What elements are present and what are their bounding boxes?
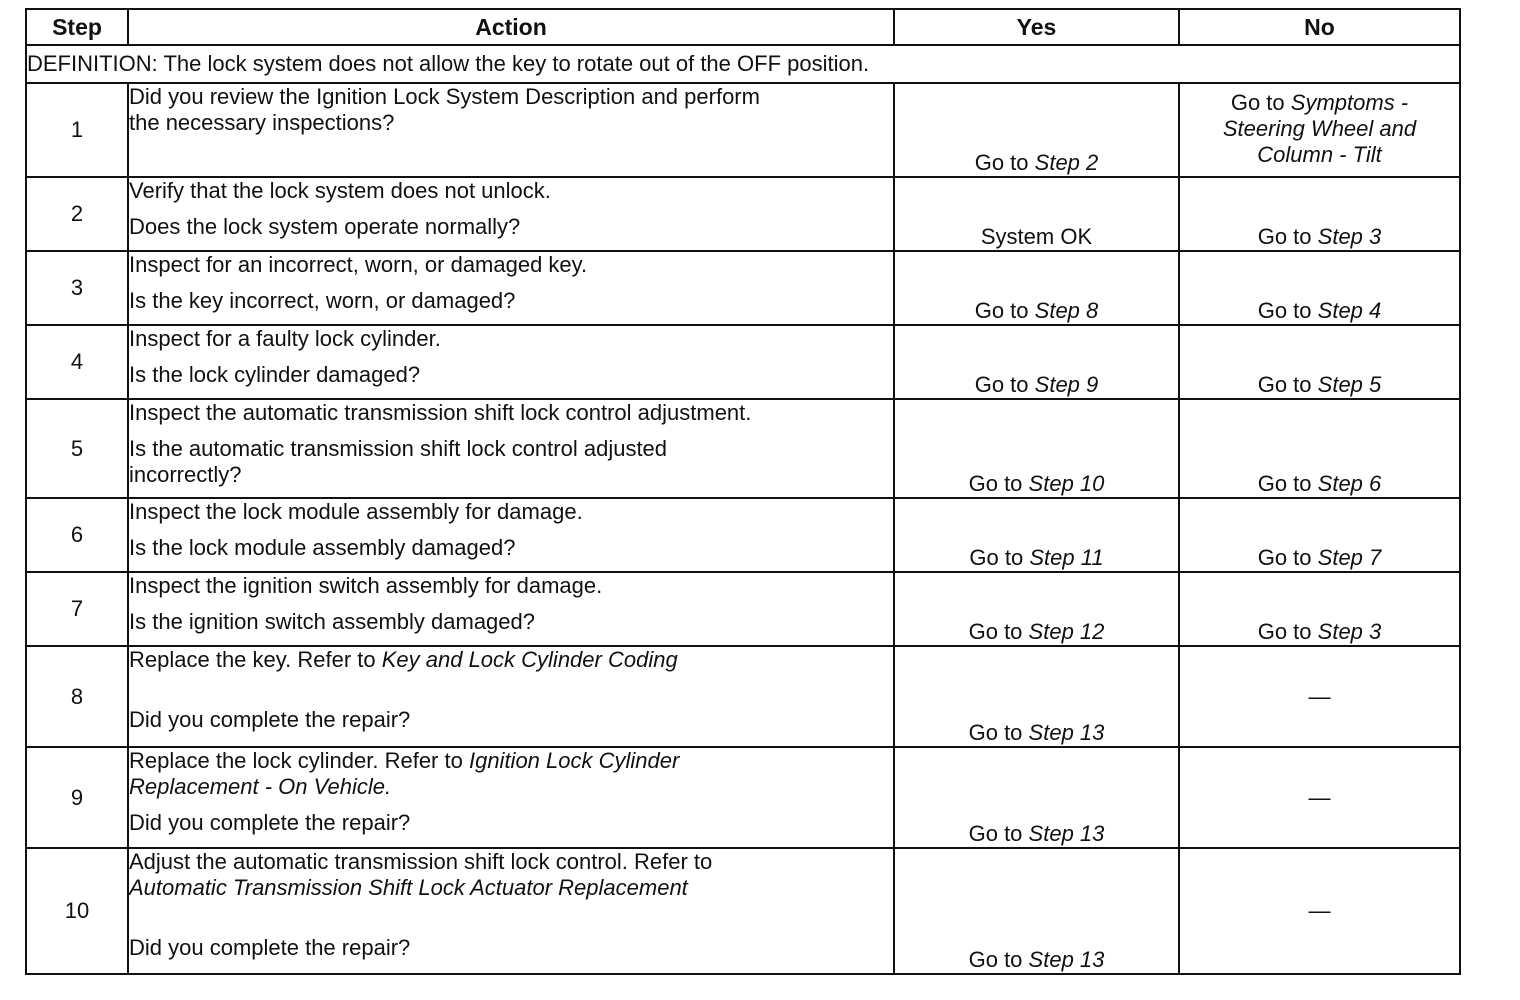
yes-step-link[interactable]: Step 13 — [1028, 947, 1105, 972]
action-reference-link[interactable]: Key and Lock Cylinder Coding — [381, 647, 678, 672]
action-question: Is the ignition switch assembly damaged? — [129, 609, 535, 634]
goto-text: Go to — [968, 471, 1023, 496]
table-row — [26, 177, 1460, 251]
action-cell — [128, 572, 894, 646]
header-action: Action — [128, 9, 894, 45]
step-number: 9 — [26, 747, 128, 848]
goto-text: Go to — [1257, 372, 1312, 397]
no-step-link[interactable]: Step 5 — [1317, 372, 1382, 397]
no-step-link[interactable]: Step 7 — [1317, 545, 1382, 570]
no-link-line2[interactable]: Steering Wheel and — [1222, 116, 1417, 141]
no-cell — [1179, 572, 1460, 646]
action-reference-link[interactable]: Ignition Lock Cylinder — [468, 748, 680, 773]
action-question: Is the lock cylinder damaged? — [129, 362, 421, 387]
header-row — [26, 9, 1460, 45]
table-row — [26, 498, 1460, 572]
table-row — [26, 325, 1460, 399]
step-number: 3 — [26, 251, 128, 325]
no-step-link[interactable]: Step 6 — [1317, 471, 1382, 496]
step-number: 7 — [26, 572, 128, 646]
action-reference-link-cont[interactable]: Replacement - On Vehicle. — [129, 774, 392, 799]
no-step-link[interactable]: Step 3 — [1317, 619, 1382, 644]
goto-text: Go to — [974, 372, 1029, 397]
goto-text: Go to — [968, 821, 1023, 846]
step-number: 10 — [26, 848, 128, 974]
goto-text: Go to — [1257, 224, 1312, 249]
action-question: the necessary inspections? — [129, 110, 395, 135]
yes-step-link[interactable]: Step 13 — [1028, 821, 1105, 846]
step-number: 2 — [26, 177, 128, 251]
goto-text: Go to — [969, 545, 1024, 570]
no-dash: — — [1308, 683, 1331, 709]
action-question: Is the automatic transmission shift lock control adjusted — [129, 436, 668, 461]
no-cell — [1179, 399, 1460, 498]
action-text: Inspect the ignition switch assembly for damage. — [129, 573, 603, 598]
action-text: Inspect for a faulty lock cylinder. — [129, 326, 441, 351]
yes-step-link[interactable]: Step 9 — [1034, 372, 1099, 397]
no-cell — [1179, 325, 1460, 399]
no-dash: — — [1308, 784, 1331, 810]
action-text: Did you review the Ignition Lock System Description and perform — [129, 84, 760, 109]
table-row — [26, 646, 1460, 747]
yes-cell — [894, 747, 1179, 848]
header-no: No — [1179, 9, 1460, 45]
yes-cell — [894, 399, 1179, 498]
no-cell — [1179, 251, 1460, 325]
action-cell — [128, 177, 894, 251]
goto-text: Go to — [968, 947, 1023, 972]
step-number: 6 — [26, 498, 128, 572]
action-question: Did you complete the repair? — [129, 810, 411, 835]
goto-text: Go to — [968, 720, 1023, 745]
action-question: Did you complete the repair? — [129, 935, 411, 960]
no-link-line3[interactable]: Column - Tilt — [1257, 142, 1382, 167]
yes-step-link[interactable]: Step 11 — [1029, 545, 1104, 570]
no-cell — [1179, 747, 1460, 848]
yes-cell — [894, 572, 1179, 646]
no-cell — [1179, 177, 1460, 251]
header-step: Step — [26, 9, 128, 45]
no-step-link[interactable]: Step 3 — [1317, 224, 1382, 249]
yes-step-link[interactable]: Step 8 — [1034, 298, 1099, 323]
action-text: Replace the lock cylinder. Refer to — [129, 748, 463, 773]
yes-cell — [894, 848, 1179, 974]
action-text: Inspect for an incorrect, worn, or damaged key. — [129, 252, 588, 277]
step-number: 5 — [26, 399, 128, 498]
yes-cell — [894, 251, 1179, 325]
action-cell — [128, 646, 894, 747]
no-cell — [1179, 646, 1460, 747]
action-question-cont: incorrectly? — [129, 462, 242, 487]
action-cell — [128, 747, 894, 848]
yes-cell — [894, 646, 1179, 747]
yes-cell — [894, 83, 1179, 177]
no-cell — [1179, 498, 1460, 572]
goto-text: Go to — [968, 619, 1023, 644]
table-row — [26, 747, 1460, 848]
action-question: Is the key incorrect, worn, or damaged? — [129, 288, 516, 313]
table-row — [26, 848, 1460, 974]
action-text: Replace the key. Refer to — [129, 647, 376, 672]
table-row — [26, 251, 1460, 325]
table-row — [26, 83, 1460, 177]
step-number: 1 — [26, 83, 128, 177]
action-reference-link[interactable]: Automatic Transmission Shift Lock Actuator Replacement — [129, 875, 688, 900]
action-text: Inspect the automatic transmission shift lock control adjustment. — [129, 400, 752, 425]
definition-text: DEFINITION: The lock system does not allow the key to rotate out of the OFF position. — [26, 45, 1460, 83]
action-text: Adjust the automatic transmission shift lock control. Refer to — [129, 849, 713, 874]
action-question: Does the lock system operate normally? — [129, 214, 521, 239]
action-cell — [128, 325, 894, 399]
action-question: Did you complete the repair? — [129, 707, 411, 732]
step-number: 8 — [26, 646, 128, 747]
yes-step-link[interactable]: Step 10 — [1028, 471, 1105, 496]
yes-cell — [894, 498, 1179, 572]
yes-text: System OK — [980, 224, 1093, 249]
goto-text: Go to — [1257, 619, 1312, 644]
goto-text: Go to — [1257, 298, 1312, 323]
table-row — [26, 572, 1460, 646]
action-text: Verify that the lock system does not unlock. — [129, 178, 551, 203]
diagnostic-table — [25, 8, 1461, 975]
yes-step-link[interactable]: Step 2 — [1034, 150, 1099, 175]
action-cell — [128, 399, 894, 498]
action-question: Is the lock module assembly damaged? — [129, 535, 516, 560]
action-cell — [128, 498, 894, 572]
action-text: Inspect the lock module assembly for damage. — [129, 499, 583, 524]
no-dash: — — [1308, 898, 1331, 923]
yes-cell — [894, 177, 1179, 251]
table-row — [26, 399, 1460, 498]
yes-step-link[interactable]: Step 12 — [1028, 619, 1105, 644]
goto-text: Go to — [1230, 90, 1285, 115]
action-cell — [128, 251, 894, 325]
no-step-link[interactable]: Step 4 — [1317, 298, 1382, 323]
yes-step-link[interactable]: Step 13 — [1028, 720, 1105, 745]
goto-text: Go to — [1257, 545, 1312, 570]
goto-text: Go to — [1257, 471, 1312, 496]
goto-text: Go to — [974, 298, 1029, 323]
no-link-line1[interactable]: Symptoms - — [1290, 90, 1409, 115]
yes-cell — [894, 325, 1179, 399]
no-cell — [1179, 83, 1460, 177]
step-number: 4 — [26, 325, 128, 399]
goto-text: Go to — [974, 150, 1029, 175]
header-yes: Yes — [894, 9, 1179, 45]
action-cell — [128, 83, 894, 177]
definition-row — [26, 45, 1460, 83]
action-cell — [128, 848, 894, 974]
no-cell — [1179, 848, 1460, 974]
